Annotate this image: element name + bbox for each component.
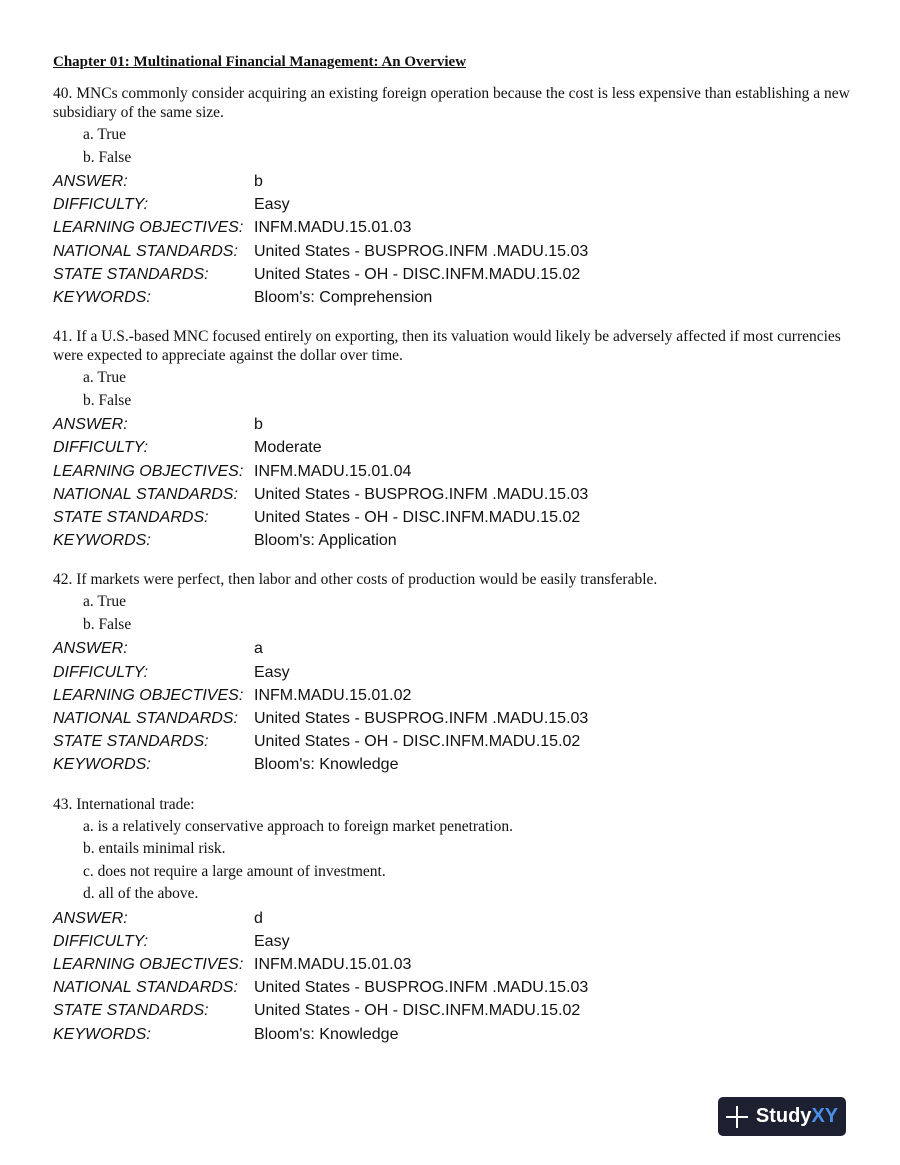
state-standards-row: [53, 506, 853, 529]
choice-item: a. is a relatively conservative approach to foreign market penetration.: [83, 817, 513, 835]
choice-item: a. True: [83, 126, 127, 143]
national-standards-label: NATIONAL STANDARDS:: [53, 242, 238, 260]
national-standards-label: NATIONAL STANDARDS:: [53, 485, 238, 503]
choice-list: [83, 816, 853, 906]
national-standards-label: NATIONAL STANDARDS:: [53, 979, 238, 997]
answer-row: [53, 413, 853, 436]
state-standards-value: United States - OH - DISC.INFM.MADU.15.02: [254, 733, 581, 751]
national-standards-value: United States - BUSPROG.INFM .MADU.15.03: [254, 710, 589, 728]
keywords-label: KEYWORDS:: [53, 1025, 151, 1043]
answer-row: [53, 907, 853, 930]
question-stem: 42. If markets were perfect, then labor and other costs of production would be easily transferable.: [53, 571, 658, 589]
difficulty-label: DIFFICULTY:: [53, 439, 149, 457]
difficulty-value: Easy: [254, 196, 290, 214]
choice-list: [83, 367, 853, 412]
state-standards-label: STATE STANDARDS:: [53, 509, 209, 527]
choice-list: [83, 124, 853, 169]
choice-item: c. does not require a large amount of investment.: [83, 862, 386, 880]
learning-objectives-row: [53, 216, 853, 239]
learning-objectives-value: INFM.MADU.15.01.03: [254, 956, 412, 974]
learning-objectives-label: LEARNING OBJECTIVES:: [53, 462, 244, 480]
learning-objectives-label: LEARNING OBJECTIVES:: [53, 956, 244, 974]
keywords-label: KEYWORDS:: [53, 756, 151, 774]
keywords-label: KEYWORDS:: [53, 289, 151, 307]
question-metadata: [53, 170, 853, 309]
question-stem: 41. If a U.S.-based MNC focused entirely on exporting, then its valuation would likely be adversely affected if most currencies were expected to appreciate against the dollar over time.: [53, 328, 841, 365]
question-stem: 40. MNCs commonly consider acquiring an existing foreign operation because the cost is less expensive than establishing a new subsidiary of the same size.: [53, 85, 850, 121]
answer-value: a: [254, 640, 263, 658]
keywords-row: [53, 1023, 853, 1046]
learning-objectives-row: [53, 684, 853, 707]
difficulty-row: [53, 930, 853, 953]
choice-item: d. all of the above.: [83, 885, 199, 903]
difficulty-value: Easy: [254, 663, 290, 681]
learning-objectives-label: LEARNING OBJECTIVES:: [53, 686, 244, 704]
choice-item: a. True: [83, 369, 127, 387]
brand-prefix: Study: [755, 1105, 812, 1127]
national-standards-value: United States - BUSPROG.INFM .MADU.15.03: [254, 485, 589, 503]
choice-item: b. entails minimal risk.: [83, 840, 226, 858]
difficulty-label: DIFFICULTY:: [53, 663, 149, 681]
question-stem: 43. International trade:: [53, 795, 195, 813]
plus-icon: [726, 1106, 748, 1128]
state-standards-value: United States - OH - DISC.INFM.MADU.15.02: [254, 1002, 581, 1020]
question-40: [53, 84, 853, 309]
state-standards-label: STATE STANDARDS:: [53, 733, 209, 751]
answer-value: d: [254, 909, 263, 927]
learning-objectives-row: [53, 460, 853, 483]
keywords-value: Bloom's: Comprehension: [254, 289, 433, 307]
national-standards-value: United States - BUSPROG.INFM .MADU.15.03: [254, 979, 589, 997]
studyxy-logo[interactable]: [718, 1097, 846, 1136]
question-metadata: [53, 637, 853, 776]
choice-list: [83, 591, 853, 636]
question-41: [53, 327, 853, 552]
answer-label: ANSWER:: [53, 640, 128, 658]
learning-objectives-value: INFM.MADU.15.01.04: [254, 462, 412, 480]
choice-item: b. False: [83, 615, 132, 633]
choice-item: b. False: [83, 148, 132, 166]
national-standards-row: [53, 240, 853, 263]
state-standards-row: [53, 263, 853, 286]
state-standards-label: STATE STANDARDS:: [53, 265, 209, 283]
learning-objectives-label: LEARNING OBJECTIVES:: [53, 219, 244, 237]
keywords-row: [53, 753, 853, 776]
difficulty-row: [53, 436, 853, 459]
national-standards-value: United States - BUSPROG.INFM .MADU.15.03: [254, 242, 589, 260]
document-page: [53, 52, 853, 1064]
keywords-value: Bloom's: Knowledge: [254, 756, 399, 774]
learning-objectives-value: INFM.MADU.15.01.02: [254, 686, 412, 704]
national-standards-row: [53, 483, 853, 506]
keywords-row: [53, 286, 853, 309]
difficulty-label: DIFFICULTY:: [53, 196, 149, 214]
state-standards-row: [53, 730, 853, 753]
state-standards-row: [53, 999, 853, 1022]
question-metadata: [53, 907, 853, 1046]
national-standards-row: [53, 976, 853, 999]
answer-row: [53, 170, 853, 193]
keywords-value: Bloom's: Knowledge: [254, 1025, 399, 1043]
national-standards-label: NATIONAL STANDARDS:: [53, 710, 238, 728]
keywords-value: Bloom's: Application: [254, 532, 397, 550]
choice-item: a. True: [83, 593, 127, 611]
difficulty-row: [53, 661, 853, 684]
difficulty-value: Easy: [254, 932, 290, 950]
answer-row: [53, 637, 853, 660]
question-metadata: [53, 413, 853, 552]
keywords-label: KEYWORDS:: [53, 532, 151, 550]
answer-value: b: [254, 416, 263, 434]
question-43: [53, 795, 853, 1046]
keywords-row: [53, 529, 853, 552]
learning-objectives-value: INFM.MADU.15.01.03: [254, 219, 412, 237]
brand-name: [756, 1105, 838, 1128]
difficulty-value: Moderate: [254, 439, 322, 457]
difficulty-label: DIFFICULTY:: [53, 932, 149, 950]
national-standards-row: [53, 707, 853, 730]
state-standards-value: United States - OH - DISC.INFM.MADU.15.02: [254, 265, 581, 283]
state-standards-value: United States - OH - DISC.INFM.MADU.15.02: [254, 509, 581, 527]
state-standards-label: STATE STANDARDS:: [53, 1002, 209, 1020]
difficulty-row: [53, 193, 853, 216]
question-42: [53, 570, 853, 776]
chapter-title: Chapter 01: Multinational Financial Management: An Overview: [53, 54, 467, 70]
learning-objectives-row: [53, 953, 853, 976]
brand-suffix: XY: [811, 1105, 839, 1127]
choice-item: b. False: [83, 391, 132, 409]
answer-label: ANSWER:: [53, 416, 128, 434]
answer-label: ANSWER:: [53, 173, 128, 190]
answer-label: ANSWER:: [53, 909, 128, 927]
answer-value: b: [254, 173, 263, 190]
